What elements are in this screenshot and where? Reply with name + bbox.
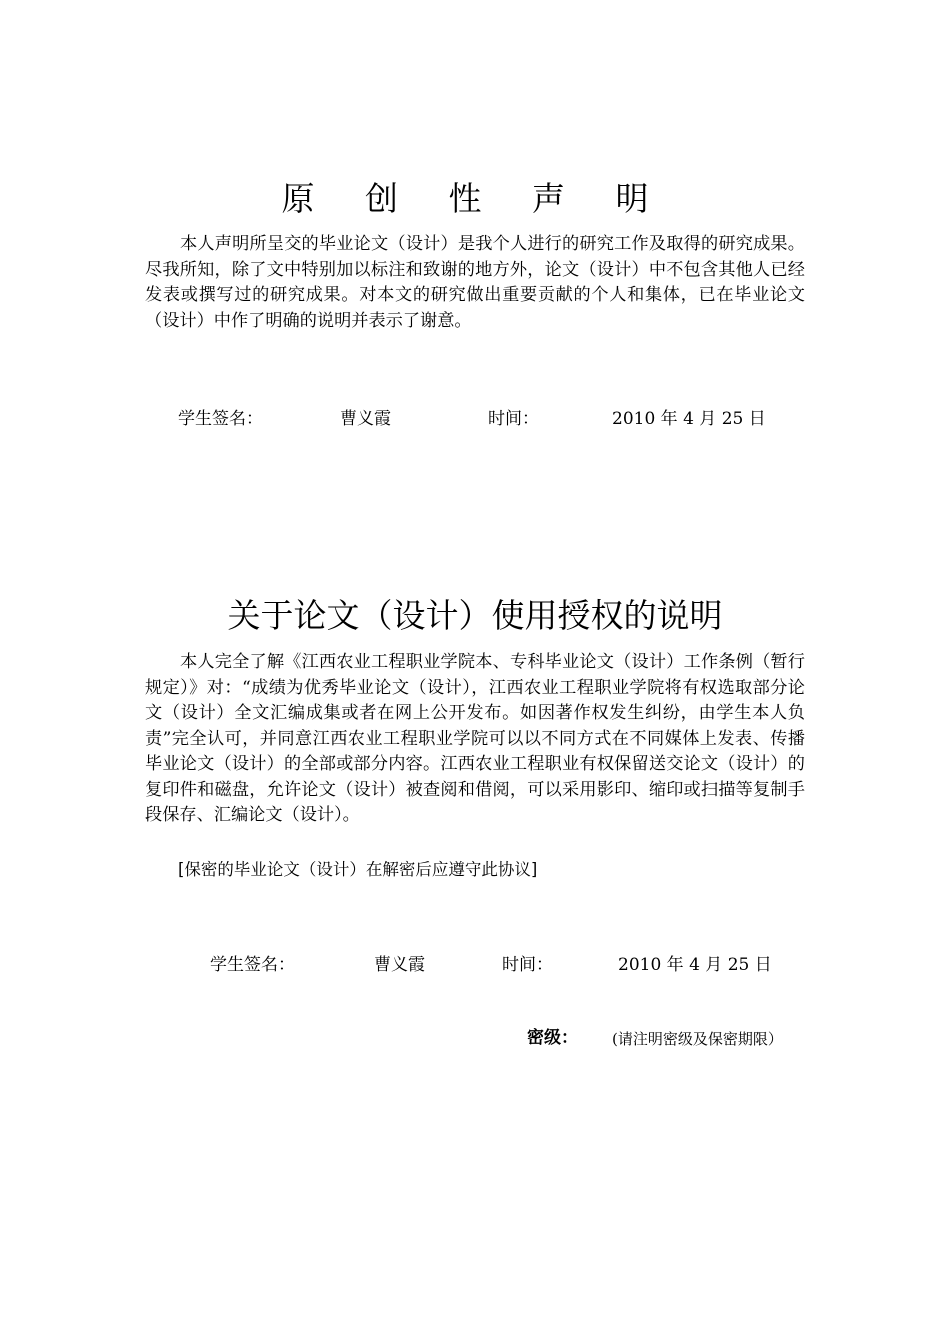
student-name: 曹义霞 [374, 955, 425, 975]
student-signature-label: 学生签名： [210, 955, 295, 975]
secrecy-level-label: 密级： [527, 1028, 578, 1048]
secrecy-level-hint: (请注明密级及保密期限） [612, 1030, 783, 1048]
authorization-title: 关于论文（设计）使用授权的说明 [227, 596, 723, 635]
time-label: 时间： [502, 955, 553, 975]
authorization-body: 本人完全了解《江西农业工程职业学院本、专科毕业论文（设计）工作条例（暂行规定）》对：“成绩为优秀毕业论文（设计），江西农业工程职业学院将有权选取部分论文（设计）全文汇编成集或者在网上公开发布。如因著作权发生纠纷，由学生本人负责”完全认可，并同意江西农业工程职业学院可以以不同方式在不同媒体上发表、传播毕业论文（设计）的全部或部分内容。江西农业工程职业有权保留送交论文（设计）的复印件和磁盘，允许论文（设计）被查阅和借阅，可以采用影印、缩印或扫描等复制手段保存、汇编论文（设计）。 [145, 652, 805, 825]
declaration-body: 本人声明所呈交的毕业论文（设计）是我个人进行的研究工作及取得的研究成果。尽我所知，除了文中特别加以标注和致谢的地方外，论文（设计）中不包含其他人已经发表或撰写过的研究成果。对本文的研究做出重要贡献的个人和集体，已在毕业论文（设计）中作了明确的说明并表示了谢意。 [145, 234, 805, 331]
signature-date: 2010 年 4 月 25 日 [618, 955, 772, 975]
confidentiality-note: [保密的毕业论文（设计）在解密后应遵守此协议] [178, 860, 538, 879]
signature-date: 2010 年 4 月 25 日 [612, 409, 766, 429]
student-name: 曹义霞 [340, 409, 391, 429]
student-signature-label: 学生签名： [178, 409, 263, 429]
declaration-title: 原 创 性 声 明 [281, 179, 669, 218]
time-label: 时间： [488, 409, 539, 429]
